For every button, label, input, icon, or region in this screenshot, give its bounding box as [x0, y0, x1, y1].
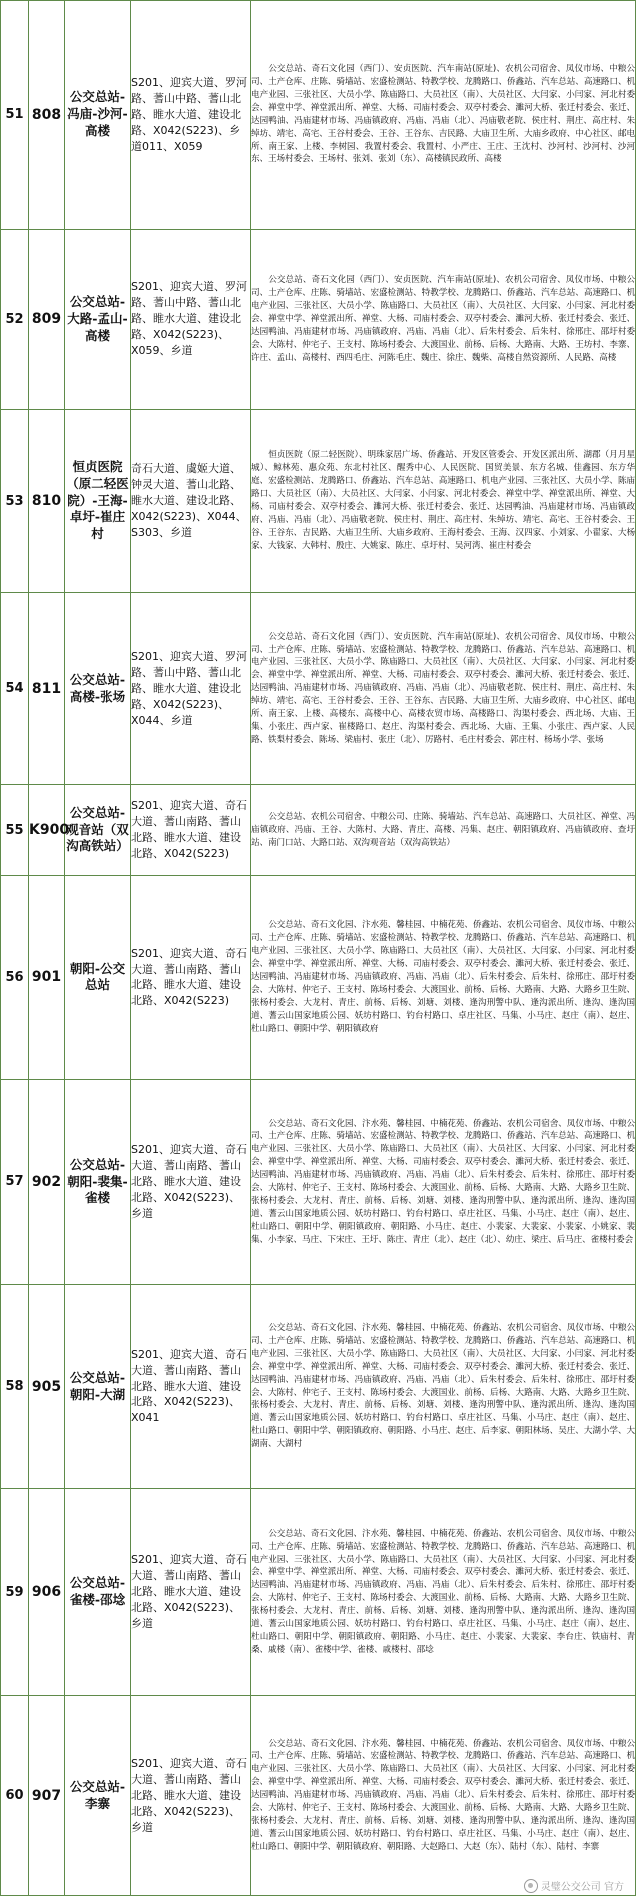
route-roads-cell: S201、迎宾大道、奇石大道、蓍山南路、蓍山北路、睢水大道、建设北路、X042(S223)、X041	[131, 1284, 251, 1489]
route-row	[1, 592, 636, 785]
route-roads-cell: S201、迎宾大道、奇石大道、蓍山南路、蓍山北路、睢水大道、建设北路、X042(S223)	[131, 785, 251, 875]
route-number-cell: 901	[29, 875, 65, 1080]
route-number-cell: 809	[29, 229, 65, 409]
route-name-cell: 恒贞医院（原二轻医院）-王海-卓圩-崔庄村	[65, 410, 131, 593]
route-row	[1, 1489, 636, 1696]
route-name-cell: 公交总站-大路-孟山-高楼	[65, 229, 131, 409]
route-index-cell: 51	[1, 1, 29, 230]
route-stations-cell: 公交总站、农机公司宿舍、中粮公司、庄陈、骑墙站、汽车总站、高速路口、大员社区、禅堂、冯庙镇政府、冯庙、王谷、大陈村、大路、青庄、高楼、冯集、赵庄、朝阳镇政府、冯庙镇政府、查圩站、南门口站、大路口站、双沟观音站（双沟高铁站）	[251, 785, 636, 875]
route-roads-cell: 奇石大道、虞姬大道、钟灵大道、蓍山北路、睢水大道、建设北路、X042(S223)、X044、S303、乡道	[131, 410, 251, 593]
route-roads-cell: S201、迎宾大道、奇石大道、蓍山南路、蓍山北路、睢水大道、建设北路、X042(S223)	[131, 875, 251, 1080]
route-stations-cell: 公交总站、奇石文化园、汴水苑、馨桂园、中楠花苑、侨鑫站、农机公司宿舍、凤仪市场、中粮公司、土产仓库、庄陈、骑墙站、宏盛检测站、特教学校、龙腾路口、侨鑫站、汽车总站、高速路口、机电产业园、三张社区、大员小学、陈庙路口、大员社区（南）、大员社区、大闫家、小闫家、河北村委会、禅堂中学、禅堂派出所、禅堂、大杨、司庙村委会、双亭村委会、濉河大桥、张迁村委会、张迁、达园鸭油、冯庙建材市场、冯庙镇政府、冯庙、冯庙（北）、后朱村委会、后朱村、徐邢庄、邵圩村委会、大陈村、仲宅子、王支村、陈场村委会、大渡国业、前杨、后杨、大路南、大路、大路乡卫生院、张杨村委会、大龙村、青庄、前杨、后杨、刘塘、刘楼、逢沟刑警中队、逢沟派出所、逢沟、逢沟国道、蓍云山国家地质公园、妖坊村路口、钓台村路口、卓庄社区、马集、小马庄、赵庄（南）、赵庄、杜山路口、朝阳中学、朝阳镇政府、朝阳路、小马庄、赵庄、小裴家、大裴家、李台庄、铁庙村、青桑、戚楼（南）、雀楼中学、雀楼、戚楼村、邵埝	[251, 1489, 636, 1696]
route-number-cell: 905	[29, 1284, 65, 1489]
route-name-cell: 公交总站-高楼-张场	[65, 592, 131, 785]
route-number-cell: 906	[29, 1489, 65, 1696]
route-roads-cell: S201、迎宾大道、奇石大道、蓍山南路、蓍山北路、睢水大道、建设北路、X042(S223)、乡道	[131, 1489, 251, 1696]
route-number-cell: 810	[29, 410, 65, 593]
route-name-cell: 公交总站-李寨	[65, 1696, 131, 1896]
route-name-cell: 公交总站-朝阳-大湖	[65, 1284, 131, 1489]
route-index-cell: 55	[1, 785, 29, 875]
route-row	[1, 875, 636, 1080]
route-row	[1, 1696, 636, 1896]
route-stations-cell: 公交总站、奇石文化园、汴水苑、馨桂园、中楠花苑、侨鑫站、农机公司宿舍、凤仪市场、中粮公司、土产仓库、庄陈、骑墙站、宏盛检测站、特教学校、龙腾路口、侨鑫站、汽车总站、高速路口、机电产业园、三张社区、大员小学、陈庙路口、大员社区（南）、大员社区、大闫家、小闫家、河北村委会、禅堂中学、禅堂派出所、禅堂、大杨、司庙村委会、双亭村委会、濉河大桥、张迁村委会、张迁、达园鸭油、冯庙建材市场、冯庙镇政府、冯庙、冯庙（北）、后朱村委会、后朱村、徐邢庄、邵圩村委会、大陈村、仲宅子、王支村、陈场村委会、大渡国业、前杨、后杨、大路南、大路、大路乡卫生院、张杨村委会、大龙村、青庄、前杨、后杨、刘塘、刘楼、逢沟刑警中队、逢沟派出所、逢沟、逢沟国道、蓍云山国家地质公园、妖坊村路口、钓台村路口、卓庄社区、马集、小马庄、赵庄（南）、赵庄、杜山路口、朝阳中学、朝阳镇政府、朝阳路、大赵路口、大赵（东）、陆村（东）、陆村、李寨	[251, 1696, 636, 1896]
route-roads-cell: S201、迎宾大道、罗河路、蓍山中路、蓍山北路、睢水大道、建设北路、X042(S223)、乡道011、X059	[131, 1, 251, 230]
route-number-cell: 902	[29, 1080, 65, 1285]
route-row	[1, 1284, 636, 1489]
route-name-cell: 公交总站-雀楼-邵埝	[65, 1489, 131, 1696]
route-row	[1, 229, 636, 409]
route-name-cell: 公交总站-冯庙-沙河-高楼	[65, 1, 131, 230]
route-roads-cell: S201、迎宾大道、奇石大道、蓍山南路、蓍山北路、睢水大道、建设北路、X042(S223)、乡道	[131, 1080, 251, 1285]
route-name-cell: 朝阳-公交总站	[65, 875, 131, 1080]
watermark	[524, 1878, 624, 1893]
route-stations-cell: 公交总站、奇石文化园、汴水苑、馨桂园、中楠花苑、侨鑫站、农机公司宿舍、凤仪市场、中粮公司、土产仓库、庄陈、骑墙站、宏盛检测站、特教学校、龙腾路口、侨鑫站、汽车总站、高速路口、机电产业园、三张社区、大员小学、陈庙路口、大员社区（南）、大员社区、大闫家、小闫家、河北村委会、禅堂中学、禅堂派出所、禅堂、大杨、司庙村委会、双亭村委会、濉河大桥、张迁村委会、张迁、达园鸭油、冯庙建材市场、冯庙镇政府、冯庙、冯庙（北）、后朱村委会、后朱村、徐邢庄、邵圩村委会、大陈村、仲宅子、王支村、陈场村委会、大渡国业、前杨、后杨、大路南、大路、大路乡卫生院、张杨村委会、大龙村、青庄、前杨、后杨、刘塘、刘楼、逢沟刑警中队、逢沟派出所、逢沟、逢沟国道、蓍云山国家地质公园、妖坊村路口、钓台村路口、卓庄社区、马集、小马庄、赵庄（南）、赵庄、杜山路口、朝阳中学、朝阳镇政府、朝阳路、小马庄、赵庄、后李家、朝阳林场、吴庄、大湖小学、大湖南、大湖村	[251, 1284, 636, 1489]
route-index-cell: 57	[1, 1080, 29, 1285]
route-stations-cell: 公交总站、奇石文化园、汴水苑、馨桂园、中楠花苑、侨鑫站、农机公司宿舍、凤仪市场、中粮公司、土产仓库、庄陈、骑墙站、宏盛检测站、特教学校、龙腾路口、侨鑫站、汽车总站、高速路口、机电产业园、三张社区、大员小学、陈庙路口、大员社区（南）、大员社区、大闫家、小闫家、河北村委会、禅堂中学、禅堂派出所、禅堂、大杨、司庙村委会、双亭村委会、濉河大桥、张迁村委会、张迁、达园鸭油、冯庙建材市场、冯庙镇政府、冯庙、冯庙（北）、后朱村委会、后朱村、徐邢庄、邵圩村委会、大陈村、仲宅子、王支村、陈场村委会、大渡国业、前杨、后杨、大路南、大路、大路乡卫生院、张杨村委会、大龙村、青庄、前杨、后杨、刘塘、刘楼、逢沟刑警中队、逢沟派出所、逢沟、逢沟国道、蓍云山国家地质公园、妖坊村路口、钓台村路口、卓庄社区、马集、小马庄、赵庄（南）、赵庄、杜山路口、朝阳中学、朝阳镇政府、朝阳路、小马庄、赵庄、小裴家、大裴家、小裴家、小姚家、裴集、小李家、马庄、下宋庄、王圩、陈庄、青庄（北）、赵庄（北）、幼庄、梁庄、后马庄、雀楼村委会	[251, 1080, 636, 1285]
route-stations-cell: 公交总站、奇石文化园、汴水苑、馨桂园、中楠花苑、侨鑫站、农机公司宿舍、凤仪市场、中粮公司、土产仓库、庄陈、骑墙站、宏盛检测站、特教学校、龙腾路口、侨鑫站、汽车总站、高速路口、机电产业园、三张社区、大员小学、陈庙路口、大员社区（南）、大员社区、大闫家、小闫家、河北村委会、禅堂中学、禅堂派出所、禅堂、大杨、司庙村委会、双亭村委会、濉河大桥、张迁村委会、张迁、达园鸭油、冯庙建材市场、冯庙镇政府、冯庙、冯庙（北）、后朱村委会、后朱村、徐邢庄、邵圩村委会、大陈村、仲宅子、王支村、陈场村委会、大渡国业、前杨、后杨、大路南、大路、大路乡卫生院、张杨村委会、大龙村、青庄、前杨、后杨、刘塘、刘楼、逢沟刑警中队、逢沟派出所、逢沟、逢沟国道、蓍云山国家地质公园、妖坊村路口、钓台村路口、卓庄社区、马集、小马庄、赵庄（南）、赵庄、杜山路口、朝阳中学、朝阳镇政府	[251, 875, 636, 1080]
route-index-cell: 53	[1, 410, 29, 593]
route-roads-cell: S201、迎宾大道、罗河路、蓍山中路、蓍山北路、睢水大道、建设北路、X042(S223)、X044、乡道	[131, 592, 251, 785]
route-row	[1, 1, 636, 230]
route-table-body	[1, 1, 636, 1896]
route-index-cell: 56	[1, 875, 29, 1080]
route-name-cell: 公交总站-观音站（双沟高铁站）	[65, 785, 131, 875]
route-number-cell: 808	[29, 1, 65, 230]
route-stations-cell: 公交总站、奇石文化园（西门）、安贞医院、汽车南站(原址)、农机公司宿舍、凤仪市场、中粮公司、土产仓库、庄陈、骑墙站、宏盛检测站、特教学校、龙腾路口、侨鑫站、汽车总站、高速路口、机电产业园、三张社区、大员小学、陈庙路口、大员社区（南）、大员社区、大闫家、小闫家、河北村委会、禅堂中学、禅堂派出所、禅堂、大杨、司庙村委会、双亭村委会、濉河大桥、张迁村委会、张迁、达园鸭油、冯庙建材市场、冯庙镇政府、冯庙、冯庙（北）、冯庙敬老院、侯庄村、荆庄、高庄村、朱绰坊、靖宅、高宅、王谷村委会、王谷、王谷东、吉民路、大庙卫生所、大庙乡政府、中心社区、邮电所、南王家、上楼、李树园、我置村委会、我置村、小严庄、王庄、王沈村、沙河村、沙河村、沙河东、王场村委会、王场村、张刘、张刘（东）、高楼镇民政所、高楼	[251, 1, 636, 230]
route-name-cell: 公交总站-朝阳-裴集-雀楼	[65, 1080, 131, 1285]
route-roads-cell: S201、迎宾大道、奇石大道、蓍山南路、蓍山北路、睢水大道、建设北路、X042(S223)、乡道	[131, 1696, 251, 1896]
route-number-cell: 907	[29, 1696, 65, 1896]
route-number-cell: 811	[29, 592, 65, 785]
route-stations-cell: 恒贞医院（原二轻医院）、明珠家居广场、侨鑫站、开发区管委会、开发区派出所、湖郡（月月星城）、鲸林苑、惠众苑、东北村社区、醒秀中心、人民医院、国贸美景、东方名城、佳鑫园、东方华庭、宏盛检测站、龙腾路口、侨鑫站、汽车总站、高速路口、机电产业园、三张社区、大员小学、陈庙路口、大员社区（南）、大员社区、大闫家、小闫家、河北村委会、禅堂中学、禅堂派出所、禅堂、大杨、司庙村委会、双亭村委会、濉河大桥、张迁村委会、张迁、达园鸭油、冯庙建材市场、冯庙镇政府、冯庙、冯庙（北）、冯庙敬老院、侯庄村、荆庄、高庄村、朱绰坊、靖宅、高宅、王谷村委会、王谷、王谷东、吉民路、大庙卫生所、大庙乡政府、王海村委会、王海、汉四家、小刘家、小翟家、大杨家、大钱家、大韩村、殷庄、大姚家、陈庄、卓圩村、吴河湾、崔庄村委会	[251, 410, 636, 593]
route-stations-cell: 公交总站、奇石文化园（西门）、安贞医院、汽车南站(原址)、农机公司宿舍、凤仪市场、中粮公司、土产仓库、庄陈、骑墙站、宏盛检测站、特教学校、龙腾路口、侨鑫站、汽车总站、高速路口、机电产业园、三张社区、大员小学、陈庙路口、大员社区（南）、大员社区、大闫家、小闫家、河北村委会、禅堂中学、禅堂派出所、禅堂、大杨、司庙村委会、双亭村委会、濉河大桥、张迁村委会、张迁、达园鸭油、冯庙建材市场、冯庙镇政府、冯庙、冯庙（北）、后朱村委会、后朱村、徐邢庄、邵圩村委会、大陈村、仲宅子、王支村、陈场村委会、大渡国业、前杨、后杨、大路南、大路、王坊村、李寨、许庄、孟山、高楼村、西四毛庄、河陈毛庄、魏庄、徐庄、魏柴、高楼自然资源所、人民路、高楼	[251, 229, 636, 409]
route-index-cell: 60	[1, 1696, 29, 1896]
wechat-account-icon	[524, 1879, 538, 1893]
route-index-cell: 52	[1, 229, 29, 409]
route-index-cell: 59	[1, 1489, 29, 1696]
route-index-cell: 54	[1, 592, 29, 785]
route-row	[1, 410, 636, 593]
route-roads-cell: S201、迎宾大道、罗河路、蓍山中路、蓍山北路、睢水大道、建设北路、X042(S223)、X059、乡道	[131, 229, 251, 409]
route-row	[1, 785, 636, 875]
watermark-text: 灵璧公交公司 官方	[540, 1882, 624, 1893]
route-stations-cell: 公交总站、奇石文化园（西门）、安贞医院、汽车南站(原址)、农机公司宿舍、凤仪市场、中粮公司、土产仓库、庄陈、骑墙站、宏盛检测站、特教学校、龙腾路口、侨鑫站、汽车总站、高速路口、机电产业园、三张社区、大员小学、陈庙路口、大员社区（南）、大员社区、大闫家、小闫家、河北村委会、禅堂中学、禅堂派出所、禅堂、大杨、司庙村委会、双亭村委会、濉河大桥、张迁村委会、张迁、达园鸭油、冯庙建材市场、冯庙镇政府、冯庙、冯庙（北）、冯庙敬老院、侯庄村、荆庄、高庄村、朱绰坊、靖宅、高宅、王谷村委会、王谷、王谷东、吉民路、大庙卫生所、大庙乡政府、中心社区、邮电所、南王家、上楼、高楼东、高楼中心、高楼农贸市场、高楼路口、沟渠村委会、西北场、大庙、王集、小张庄、西卢家、崔楼路口、赵庄、沟渠村委会、西北场、大庙、王集、小张庄、西卢家、人民路、铁梨村委会、陈场、梁庙村、张庄（北）、厉路村、毛庄村委会、郭庄村、杨场小学、张场	[251, 592, 636, 785]
route-number-cell: K900	[29, 785, 65, 875]
route-row	[1, 1080, 636, 1285]
route-index-cell: 58	[1, 1284, 29, 1489]
